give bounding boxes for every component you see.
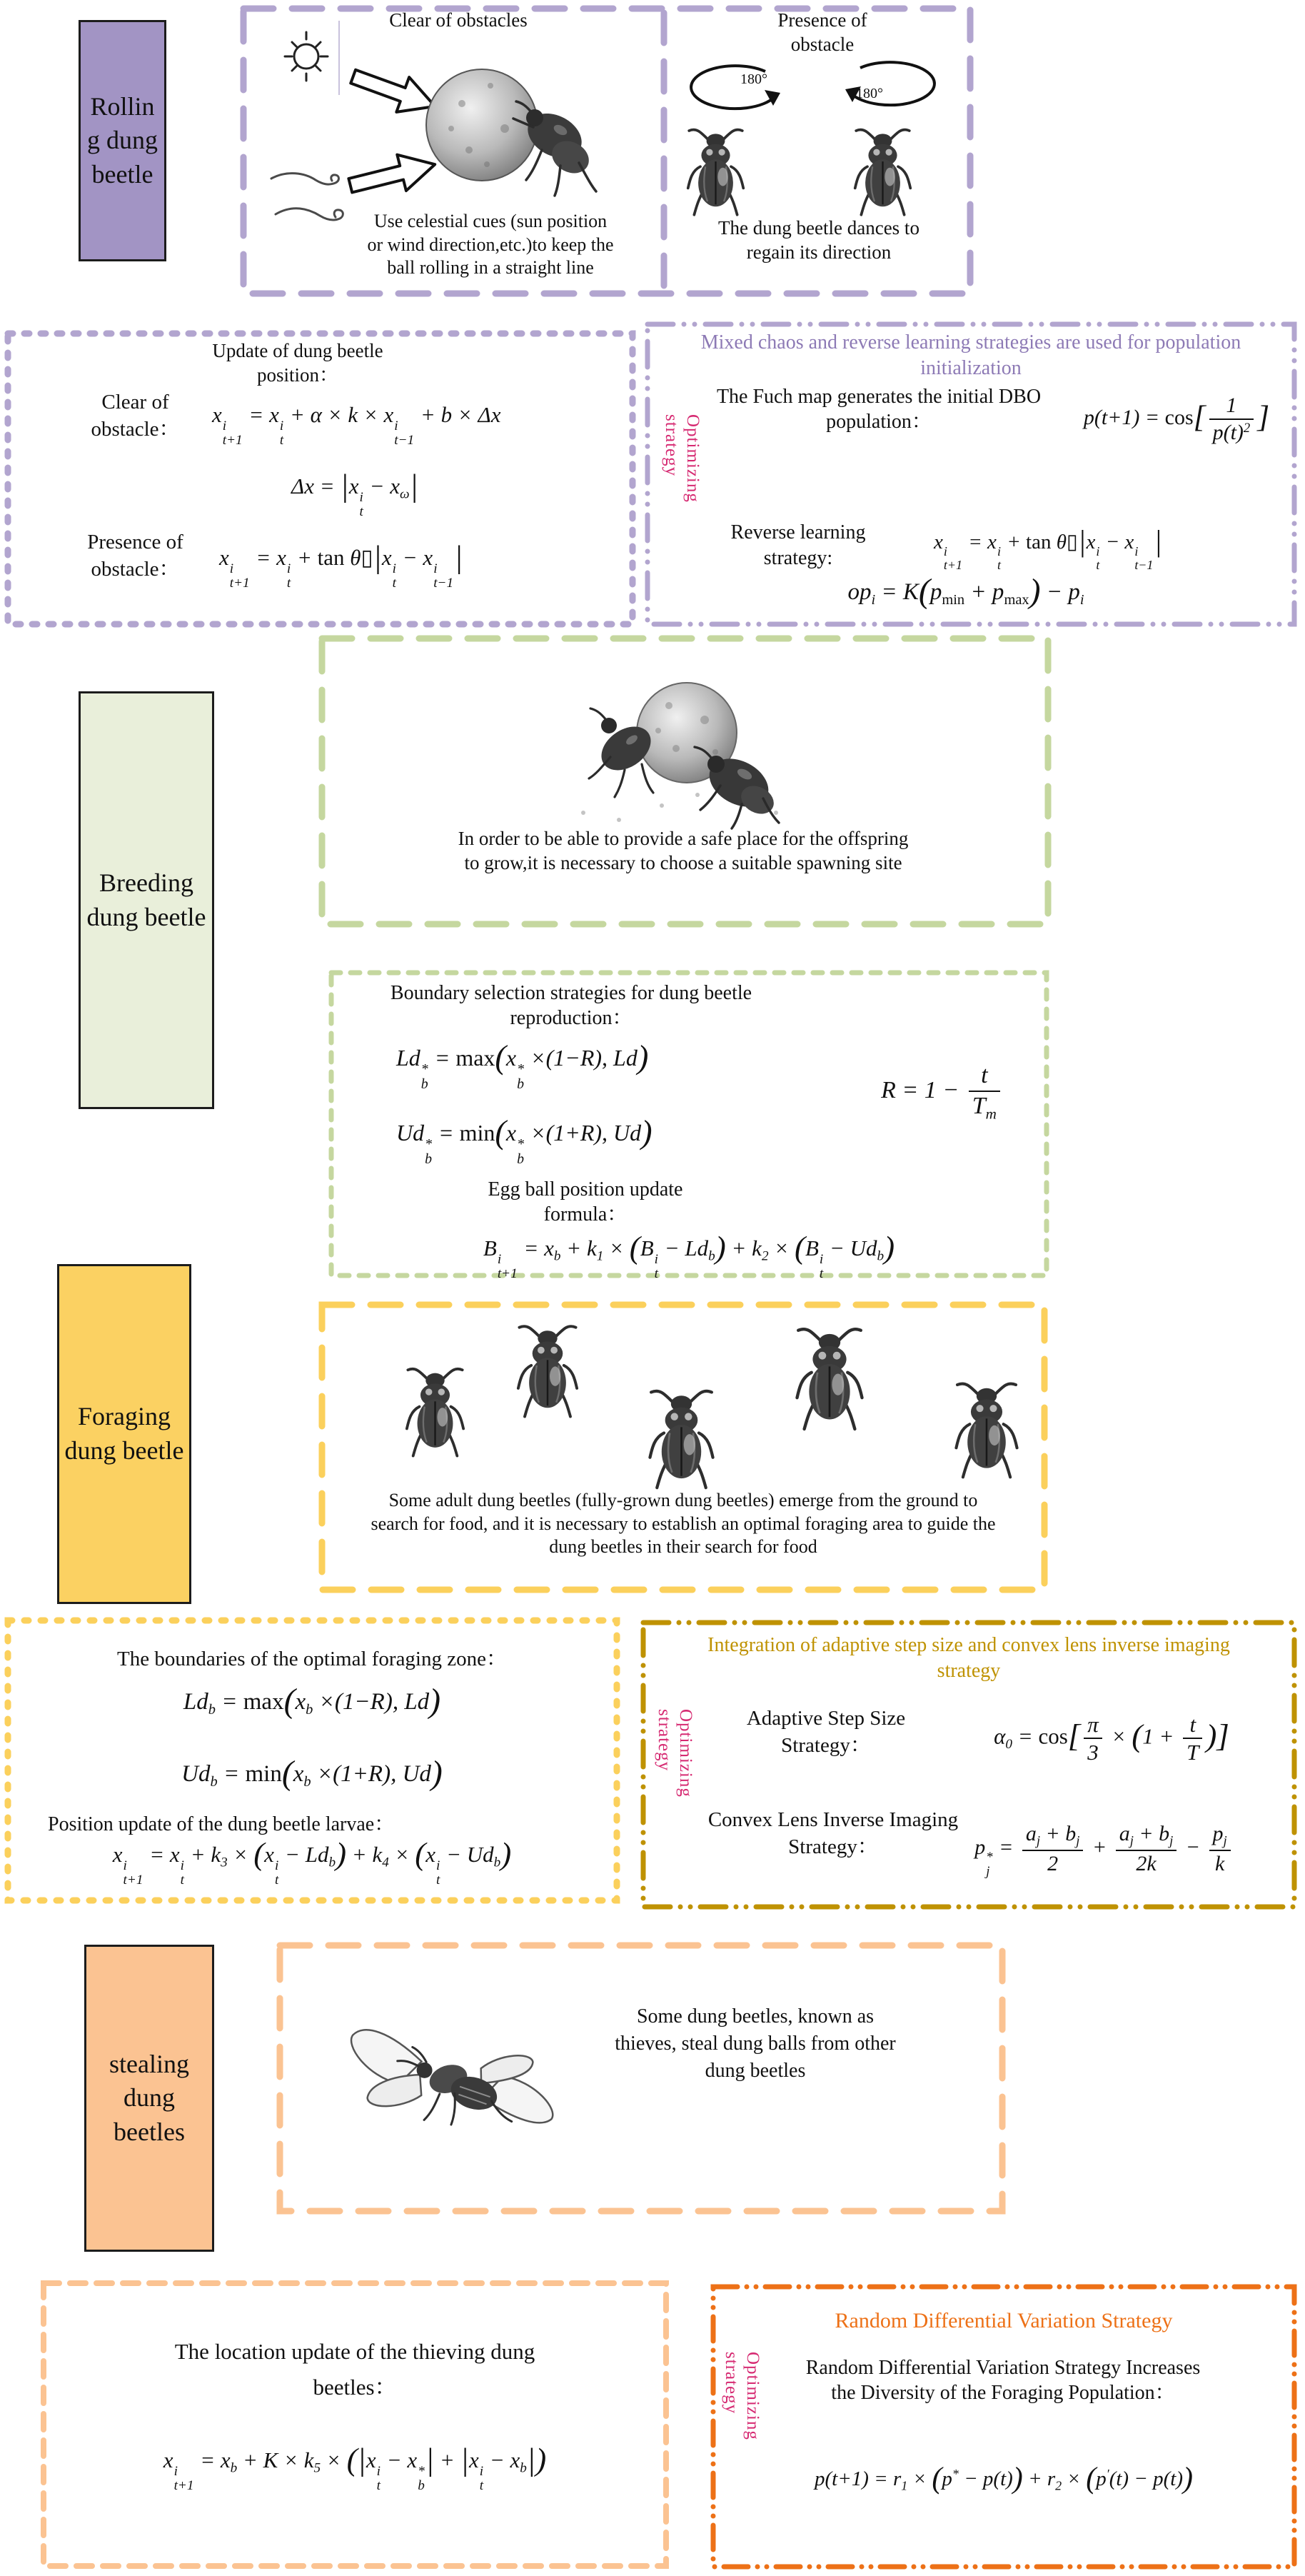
reproduction-box <box>328 970 1049 1281</box>
stealing-caption: Some dung beetles, known as thieves, steal dung balls from other dung beetles <box>615 2005 896 2082</box>
foraging-section-label <box>57 1264 191 1604</box>
rotate-arrow-left-icon <box>676 56 797 121</box>
rolling-update-box <box>5 331 635 627</box>
rotation-degree-right: 180° <box>856 86 883 101</box>
formula-ld-star: Ld * b = max(x * b ×(1−R), Ld) <box>396 1039 649 1092</box>
formula-delta-x: Δx = |x i t − $x_\omega|$ <box>291 467 418 519</box>
fuch-map-text: The Fuch map generates the initial DBO population： <box>716 386 1042 433</box>
formula-alpha: $\alpha_0 = \cos$[ $\frac{\pi}{3}$ × (1 + $\frac{t}{T}$ )] <box>994 1712 1229 1765</box>
thief-update-box <box>41 2280 669 2569</box>
formula-presence-obstacle: x i t+1 = x i t + tan θ▯|x i t − x i t−1 | <box>219 538 463 591</box>
random-diff-text: Random Differential Variation Strategy Increases the Diversity of the Foraging Population： <box>805 2357 1201 2404</box>
formula-clear-obstacle: x i t+1 = x i t + α × k × x i t−1 + b × Δx <box>212 402 501 448</box>
random-diff-box <box>710 2284 1297 2570</box>
formula-op: $op_i = K(p_{min} + p_{max}) - p_i$ <box>847 571 1084 610</box>
stealing-label-text: stealing dung beetles <box>109 2049 189 2146</box>
breeding-label-text: Breeding dung beetle <box>86 868 206 931</box>
beetle-icon <box>790 1322 869 1433</box>
foraging-zone-heading: The boundaries of the optimal foraging zone： <box>116 1648 507 1670</box>
clear-obstacle-label: Clear of obstacle： <box>91 391 180 441</box>
rolling-behavior-box <box>241 6 973 296</box>
rotation-degree-left: 180° <box>740 71 767 87</box>
flying-beetle-image <box>345 1985 559 2185</box>
formula-fuch-map: p(t+1) = cos[ $\frac{1}{p(t)^2}$ ] <box>1083 394 1270 444</box>
larvae-heading: Position update of the dung beetle larvae： <box>48 1813 395 1835</box>
beetle-icon <box>512 1320 583 1420</box>
formula-egg-ball: B i t+1 = $x_b + k_1 \times (B$ i t − $Ld_b) + k_2 \times (B$ i t − $Ud_b$) <box>483 1229 895 1281</box>
wind-icon <box>266 157 351 243</box>
formula-ud: $Ud_b = \min(x_b \times(1+R)$, Ud) <box>181 1753 443 1792</box>
formula-lens: p * j = $\frac{a_j + b_j}{2}$ + $\frac{a_j + b_j}{2k}$ − $\frac{p_j}{k}$ <box>919 1821 1290 1878</box>
step-size-label: Adaptive Step Size Strategy： <box>746 1707 906 1757</box>
formula-reverse-learning: x i t+1 = x i t + tan θ▯|x i t − x i t−1 | <box>934 525 1162 572</box>
reproduction-heading: Boundary selection strategies for dung beetle reproduction： <box>390 982 752 1029</box>
formula-random-diff: $p(t+1) = r_1 \times (p^* - p(t)) + r_2 \times (p'(t) - p(t))$ <box>814 2462 1194 2495</box>
stealing-section-label <box>84 1945 214 2252</box>
breeding-box <box>319 636 1051 927</box>
egg-heading: Egg ball position update formula： <box>488 1178 683 1226</box>
formula-ld: $Ld_b = \max(x_b \times(1-R)$, Ld) <box>183 1681 441 1720</box>
optimizing-strategy-label: Optimizing strategy <box>722 2352 762 2440</box>
beetle-pair-image <box>555 663 812 831</box>
init-strategy-box <box>645 321 1297 627</box>
presence-obstacle-label: Presence of obstacle： <box>87 531 183 581</box>
foraging-box <box>319 1302 1047 1593</box>
beetle-icon <box>644 1384 719 1491</box>
thief-update-heading: The location update of the thieving dung beetles： <box>174 2339 535 2400</box>
update-position-heading: Update of dung beetle position： <box>212 340 383 386</box>
clear-of-obstacles-title: Clear of obstacles <box>389 9 528 31</box>
adaptive-strategy-title: Integration of adaptive step size and convex lens inverse imaging strategy <box>707 1634 1230 1683</box>
rolling-section-label <box>79 20 166 261</box>
beetle-icon <box>849 124 917 218</box>
beetle-icon <box>401 1363 469 1459</box>
stealing-box <box>277 1943 1005 2214</box>
thief-update-border <box>41 2280 669 2569</box>
rotate-arrow-right-icon <box>826 52 951 120</box>
formula-ud-star: Ud * b = min(x * b ×(1+R), Ud) <box>396 1114 652 1167</box>
lens-label: Convex Lens Inverse Imaging Strategy： <box>707 1808 959 1858</box>
foraging-zone-box <box>5 1618 620 1903</box>
formula-r: R = 1 − $\frac{t}{T_m}$ <box>853 1061 1032 1123</box>
sun-icon <box>276 16 344 99</box>
adaptive-strategy-box <box>640 1620 1297 1910</box>
dance-caption: The dung beetle dances to regain its direction <box>718 217 919 263</box>
rolling-label-text: Rolling dung beetle <box>87 91 158 189</box>
optimizing-strategy-label: Optimizing strategy <box>662 414 702 503</box>
breeding-section-label <box>79 691 214 1109</box>
formula-thief: x i t+1 = $x_b + K \times k_5 \times (|x$ i t − x * b | + |x i t − $x_b|$) <box>163 2441 547 2493</box>
beetle-icon <box>951 1377 1022 1480</box>
reverse-learning-label: Reverse learning strategy: <box>730 521 866 570</box>
breeding-caption: In order to be able to provide a safe place for the offspring to grow,it is necessary to choose a suitable spawning site <box>458 828 909 873</box>
beetle-icon <box>682 124 750 218</box>
clear-caption: Use celestial cues (sun position or wind direction,etc.)to keep the ball rolling in a straight line <box>367 211 614 278</box>
presence-of-obstacle-title: Presence of obstacle <box>777 9 867 55</box>
optimizing-strategy-label: Optimizing strategy <box>655 1709 695 1798</box>
random-diff-title: Random Differential Variation Strategy <box>835 2309 1173 2332</box>
foraging-label-text: Foraging dung beetle <box>64 1402 184 1465</box>
init-strategy-title: Mixed chaos and reverse learning strategies are used for population initialization <box>700 331 1241 380</box>
foraging-caption: Some adult dung beetles (fully-grown dung beetles) emerge from the ground to search for food, and it is necessary to establish an optimal foraging area to guide the dung beetles in their search for food <box>371 1490 996 1557</box>
formula-larvae: x i t+1 = x i t + $k_3 \times (x$ i t − $Ld_b) + k_4 \times (x$ i t − $Ud_b$) <box>112 1835 512 1888</box>
dung-ball-beetle-image <box>419 36 612 218</box>
